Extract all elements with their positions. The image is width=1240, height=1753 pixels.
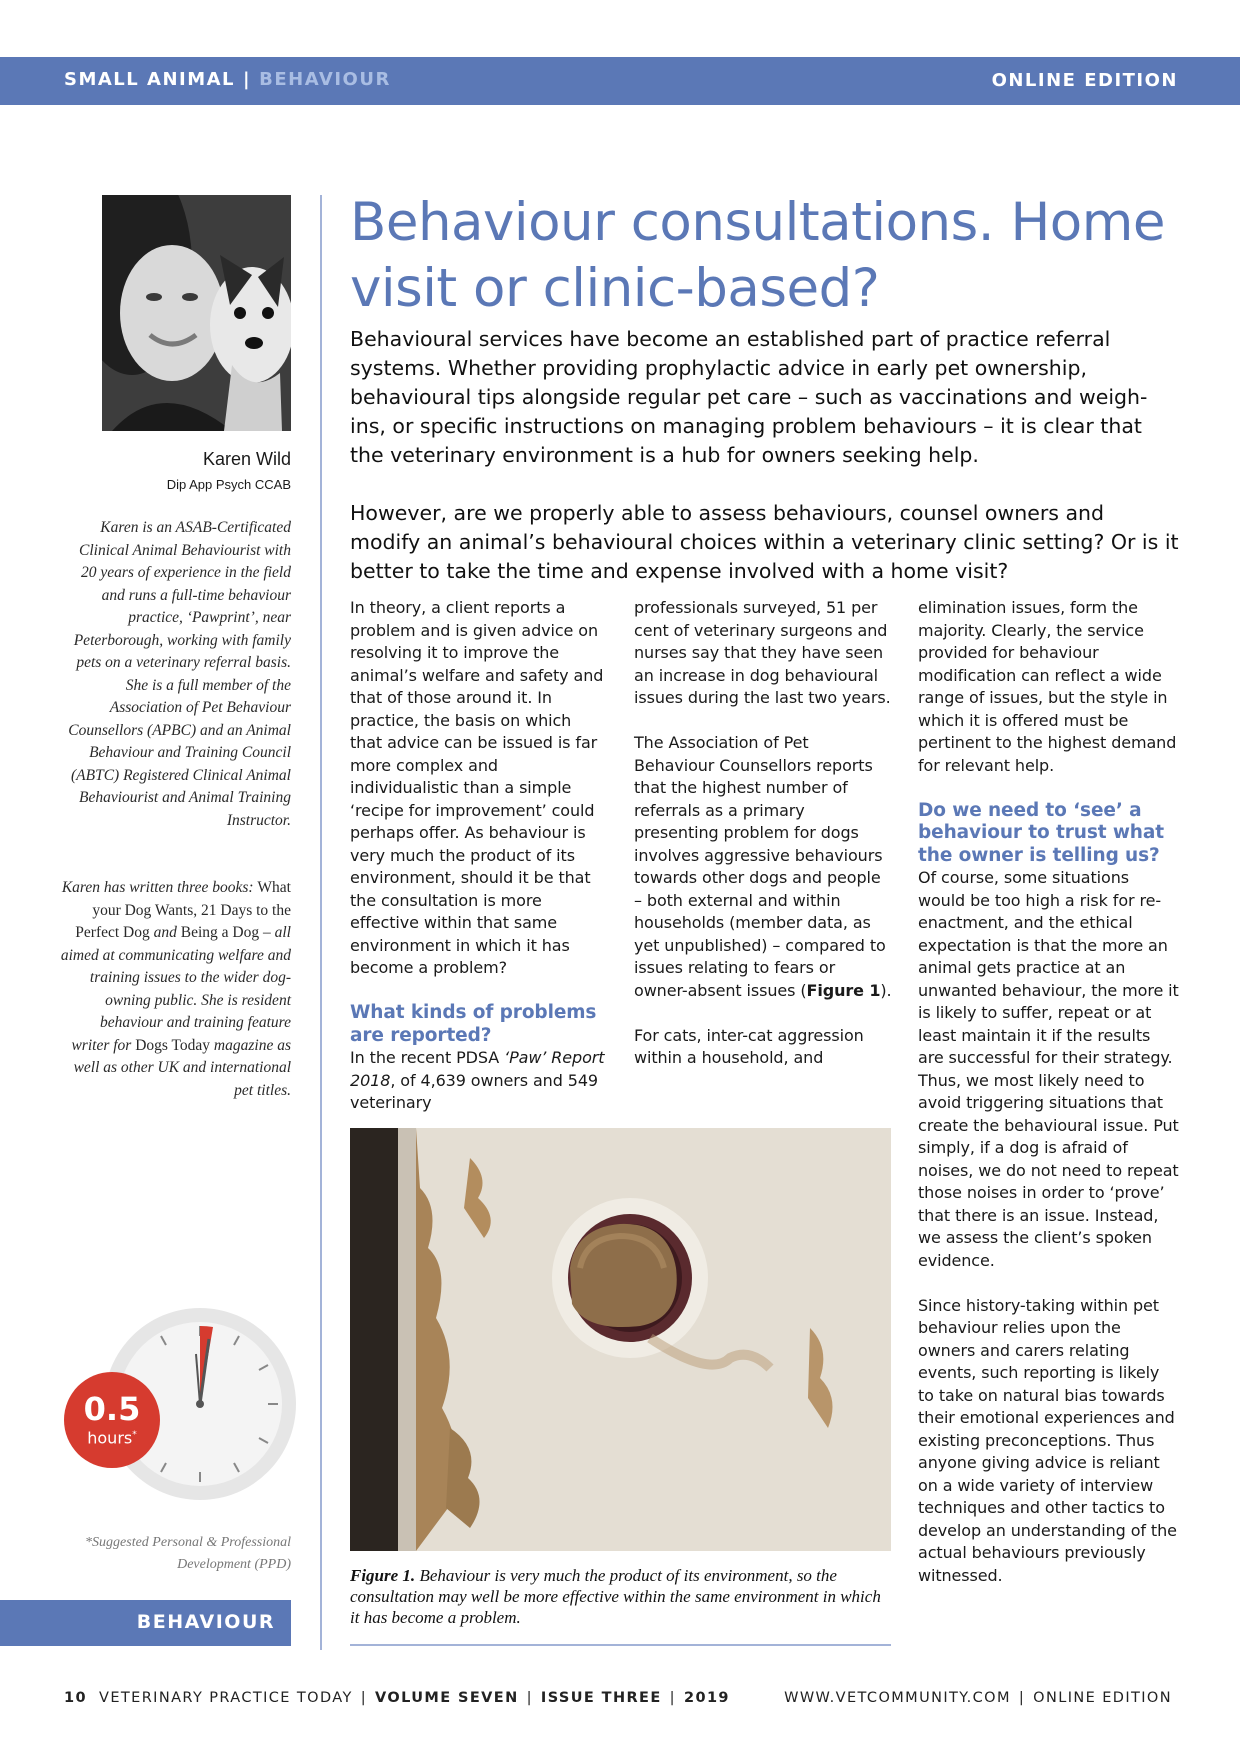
column-3 [918,597,1180,1587]
column-2 [634,597,892,1070]
footer-website[interactable]: WWW.VETCOMMUNITY.COM [784,1690,1011,1706]
header-category: SMALL ANIMAL [64,69,236,90]
ppd-footnote: *Suggested Personal & Professional Development (PPD) [85,1535,291,1572]
col1-p2-report: ‘Paw’ Report 2018 [350,1048,605,1090]
column-divider [320,195,322,1650]
footer-issue: ISSUE THREE [540,1690,662,1706]
footer-sep-3: | [669,1690,676,1706]
ppd-value: 0.5 [83,1390,141,1428]
footer-edition: ONLINE EDITION [1033,1690,1172,1706]
section-tag [0,1600,291,1646]
book-title-2: 21 Days to the Perfect Dog [75,901,291,941]
footer-sep-1: | [360,1690,368,1706]
header-bar [0,57,1240,105]
col2-paragraph-3: For cats, inter-cat aggression within a household, and [634,1025,864,1067]
footer-website-block [784,1690,1172,1706]
book-prefix: and [153,924,177,941]
col1-paragraph-1: In theory, a client reports a problem and is given advice on resolving it to improve the animal’s welfare and safety and that of those around it. In practice, the basis on which that advice can be issued is far more complex and individualistic than a simple ‘recipe for improvement’ could perhaps offer. As behaviour is very much the product of its environment, should it be that the consultation is more effective within that same environment in which it has become a problem? [350,598,604,977]
books-intro: Karen has written three books: [61,879,254,896]
books-outro: – all aimed at communicating welfare and training issues to the wider dog-owning public. She is resident behaviour and training feature writer for [60,924,291,1054]
col2-p2-a: The Association of Pet Behaviour Counsellors reports that the highest number of referrals as a primary presenting problem for dogs involves aggressive behaviours towards other dogs and people – both external and within households (member data, as yet unpublished) – compared to issues relating to fears or owner-absent issues ( [634,733,886,1000]
figure-1-caption [350,1565,891,1628]
book-title-1: What your Dog Wants, [92,879,291,919]
page-number: 10 [64,1690,87,1706]
footer-publication-name: VETERINARY PRACTICE TODAY [99,1690,353,1706]
book-title-3: Being a Dog [180,924,260,941]
section-tag-label: BEHAVIOUR [136,1611,275,1633]
ppd-unit: hours [87,1428,133,1448]
ppd-badge: 0.5 hours* [64,1372,160,1468]
footer-year: 2019 [683,1690,730,1706]
author-portrait [102,195,291,431]
col3-paragraph-2: Of course, some situations would be too high a risk for re-enactment, and the ethical expectation is that the more an animal gets practice at an unwanted behaviour, the more it is likely to suffer, repeat or at least maintain it if the results are successful for their strategy. Thus, we most likely need to avoid triggering situations that create the behavioural issue. Put simply, if a dog is afraid of noises, we do not need to repeat those noises in order to ‘prove’ that there is an issue. Instead, we assess the client’s spoken evidence. [918,868,1179,1270]
figure-caption-text: Behaviour is very much the product of its environment, so the consultation may well be more effective within the same environment in which it has become a problem. [350,1566,881,1627]
col2-p2-b: ). [880,980,892,1000]
magazine-outro: magazine as well as other UK and international pet titles. [73,1036,291,1099]
col3-paragraph-3: Since history-taking within pet behaviour relies upon the owners and carers relating events, such reporting is likely to take on natural bias towards their emotional experiences and existing preconceptions. Thus anyone giving advice is reliant on a wide variety of interview techniques and other tactics to develop an understanding of the actual behaviours previously witnessed. [918,1295,1177,1585]
header-breadcrumb [64,69,391,90]
author-bio: Karen is an ASAB-Certificated Clinical Animal Behaviourist with 20 years of experience in the field and runs a full-time behaviour practice, ‘Pawprint’, near Peterborough, working with family pets on a veterinary referral basis. She is a full member of the Association of Pet Behaviour Counsellors (APBC) and an Animal Behaviour and Training Council (ABTC) Registered Clinical Animal Behaviourist and Animal Training Instructor. [68,519,291,829]
footer-publication [64,1690,730,1706]
header-section: BEHAVIOUR [259,69,391,90]
door-handle-photo [350,1128,891,1551]
portrait-illustration [102,195,291,431]
col2-paragraph-1: professionals surveyed, 51 per cent of veterinary surgeons and nurses say that they have seen an increase in dog behavioural issues during the last two years. [634,598,891,707]
footer-sep-2: | [526,1690,533,1706]
header-edition: ONLINE EDITION [991,70,1178,91]
caption-rule [350,1644,891,1646]
article-title: Behaviour consultations. Home visit or clinic-based? [350,192,1165,319]
footer-sep-4: | [1018,1690,1026,1706]
author-credentials: Dip App Psych CCAB [166,477,291,492]
col1-p2-a: In the recent PDSA [350,1048,500,1067]
col3-paragraph-1: elimination issues, form the majority. Clearly, the service provided for behaviour modification can reflect a wide range of issues, but the style in which it is offered must be pertinent to the highest demand for relevant help. [918,598,1177,775]
figure-1-image [350,1128,891,1551]
magazine-title: Dogs Today [135,1036,211,1054]
author-name: Karen Wild [202,449,291,469]
subheading-problems: What kinds of problems are reported? [350,1002,597,1046]
col2-figure-ref: Figure 1 [806,980,881,1000]
standfirst-2: However, are we properly able to assess behaviours, counsel owners and modify an animal’s behavioural choices within a veterinary clinic setting? Or is it better to take the time and expense involved with a home visit? [350,501,1179,583]
col2-paragraph-2 [634,732,892,1002]
col1-paragraph-2 [350,1047,608,1115]
column-1 [350,597,608,1115]
figure-label: Figure 1. [350,1566,416,1585]
header-separator: | [243,69,252,90]
standfirst-1: Behavioural services have become an established part of practice referral systems. Whether providing prophylactic advice in early pet ownership, behavioural tips alongside regular pet care – such as vaccinations and weigh-ins, or specific instructions on managing problem behaviours – it is clear that the veterinary environment is a hub for owners seeking help. [350,327,1148,467]
subheading-trust: Do we need to ‘see’ a behaviour to trust what the owner is telling us? [918,799,1165,866]
author-books [60,877,291,1102]
footer-volume: VOLUME SEVEN [375,1690,519,1706]
col1-p2-b: , of 4,639 owners and 549 veterinary [350,1070,598,1112]
